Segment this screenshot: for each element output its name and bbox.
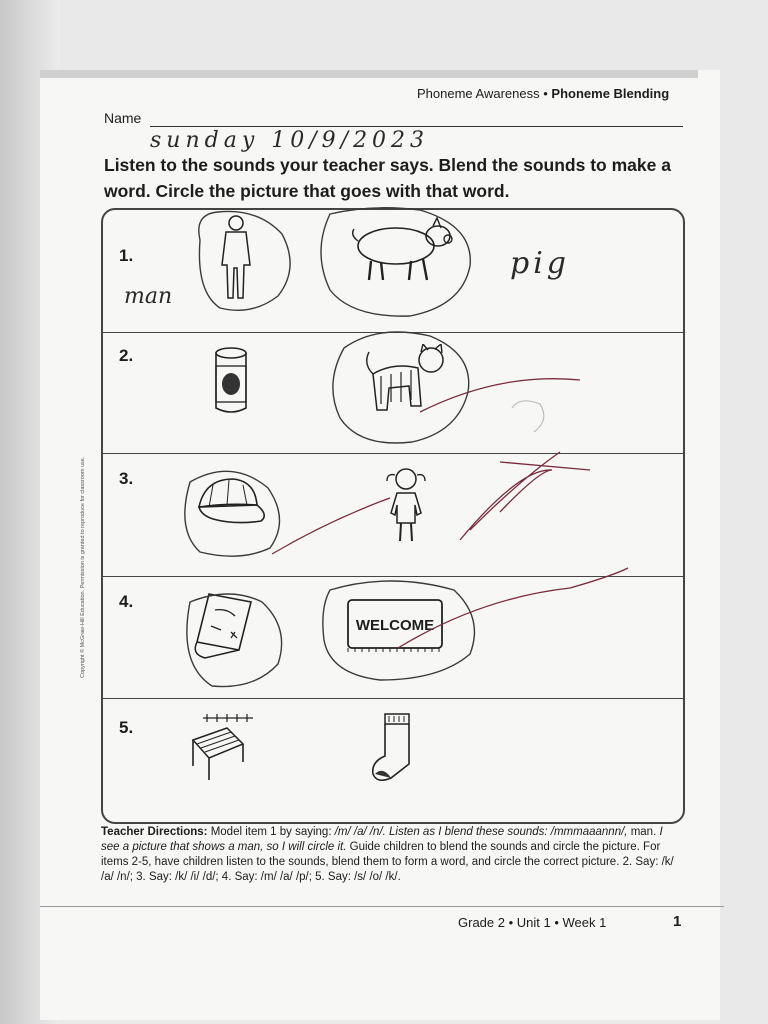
item-number: 2. <box>119 346 134 365</box>
directions-part2: /m/ /a/ /n/. Listen as I blend these sounds: /mmmaaannn/, <box>334 826 628 838</box>
pencil-circle-pig <box>321 208 470 316</box>
pen-line-row3 <box>272 498 390 554</box>
directions-part4: I see a picture that shows a man, so I will circle it. <box>101 826 663 853</box>
footer-rule <box>40 906 724 907</box>
header-skill: Phoneme Blending <box>551 86 670 101</box>
teacher-directions <box>101 825 681 885</box>
footer-grade-info: Grade 2 • Unit 1 • Week 1 <box>458 915 607 930</box>
pencil-circle-map <box>187 594 282 687</box>
mat-welcome-text: WELCOME <box>355 617 435 634</box>
item-number: 4. <box>119 592 134 611</box>
pencil-circle-mat <box>323 581 475 680</box>
directions-label: Teacher Directions: <box>101 826 208 838</box>
pencil-circle-cap <box>185 471 280 556</box>
erased-mark-row2 <box>512 401 544 432</box>
pen-scribble-row3 <box>460 452 590 540</box>
instructions: Listen to the sounds your teacher says. Blend the sounds to make a word. Circle the picture that goes with that word. <box>104 155 671 201</box>
header-subject: Phoneme Awareness <box>417 86 540 101</box>
pen-line-row4 <box>398 568 628 648</box>
pencil-circle-cat <box>333 332 469 443</box>
handwritten-answer-pig: pig <box>510 246 571 281</box>
name-label: Name <box>104 110 142 126</box>
directions-part3: man. <box>627 826 660 838</box>
handwritten-answer-man: man <box>124 284 173 309</box>
item-number: 3. <box>119 469 134 488</box>
copyright-notice: Copyright © McGraw-Hill Education. Permission is granted to reproduce for classroom use. <box>80 456 86 678</box>
page-number: 1 <box>673 913 682 930</box>
item-number: 1. <box>119 246 134 265</box>
pencil-circle-man <box>199 211 290 310</box>
pen-line-row2 <box>420 379 580 412</box>
item-number: 5. <box>119 718 134 737</box>
header-separator: • <box>539 86 552 101</box>
directions-part5: Guide children to blend the sounds and circle the picture. For items 2-5, have children listen to the sounds, blend them to form a word, and circle the correct picture. 2. Say: /k/ /a/ /n/; 3. Say: /k/ /i/ /d/; 4. Say: /m/ /a/ /p/; 5. Say: /s/ /o/ /k/. <box>101 841 674 883</box>
handwritten-date: sunday 10/9/2023 <box>150 128 430 153</box>
directions-part1: Model item 1 by saying: <box>207 826 335 838</box>
